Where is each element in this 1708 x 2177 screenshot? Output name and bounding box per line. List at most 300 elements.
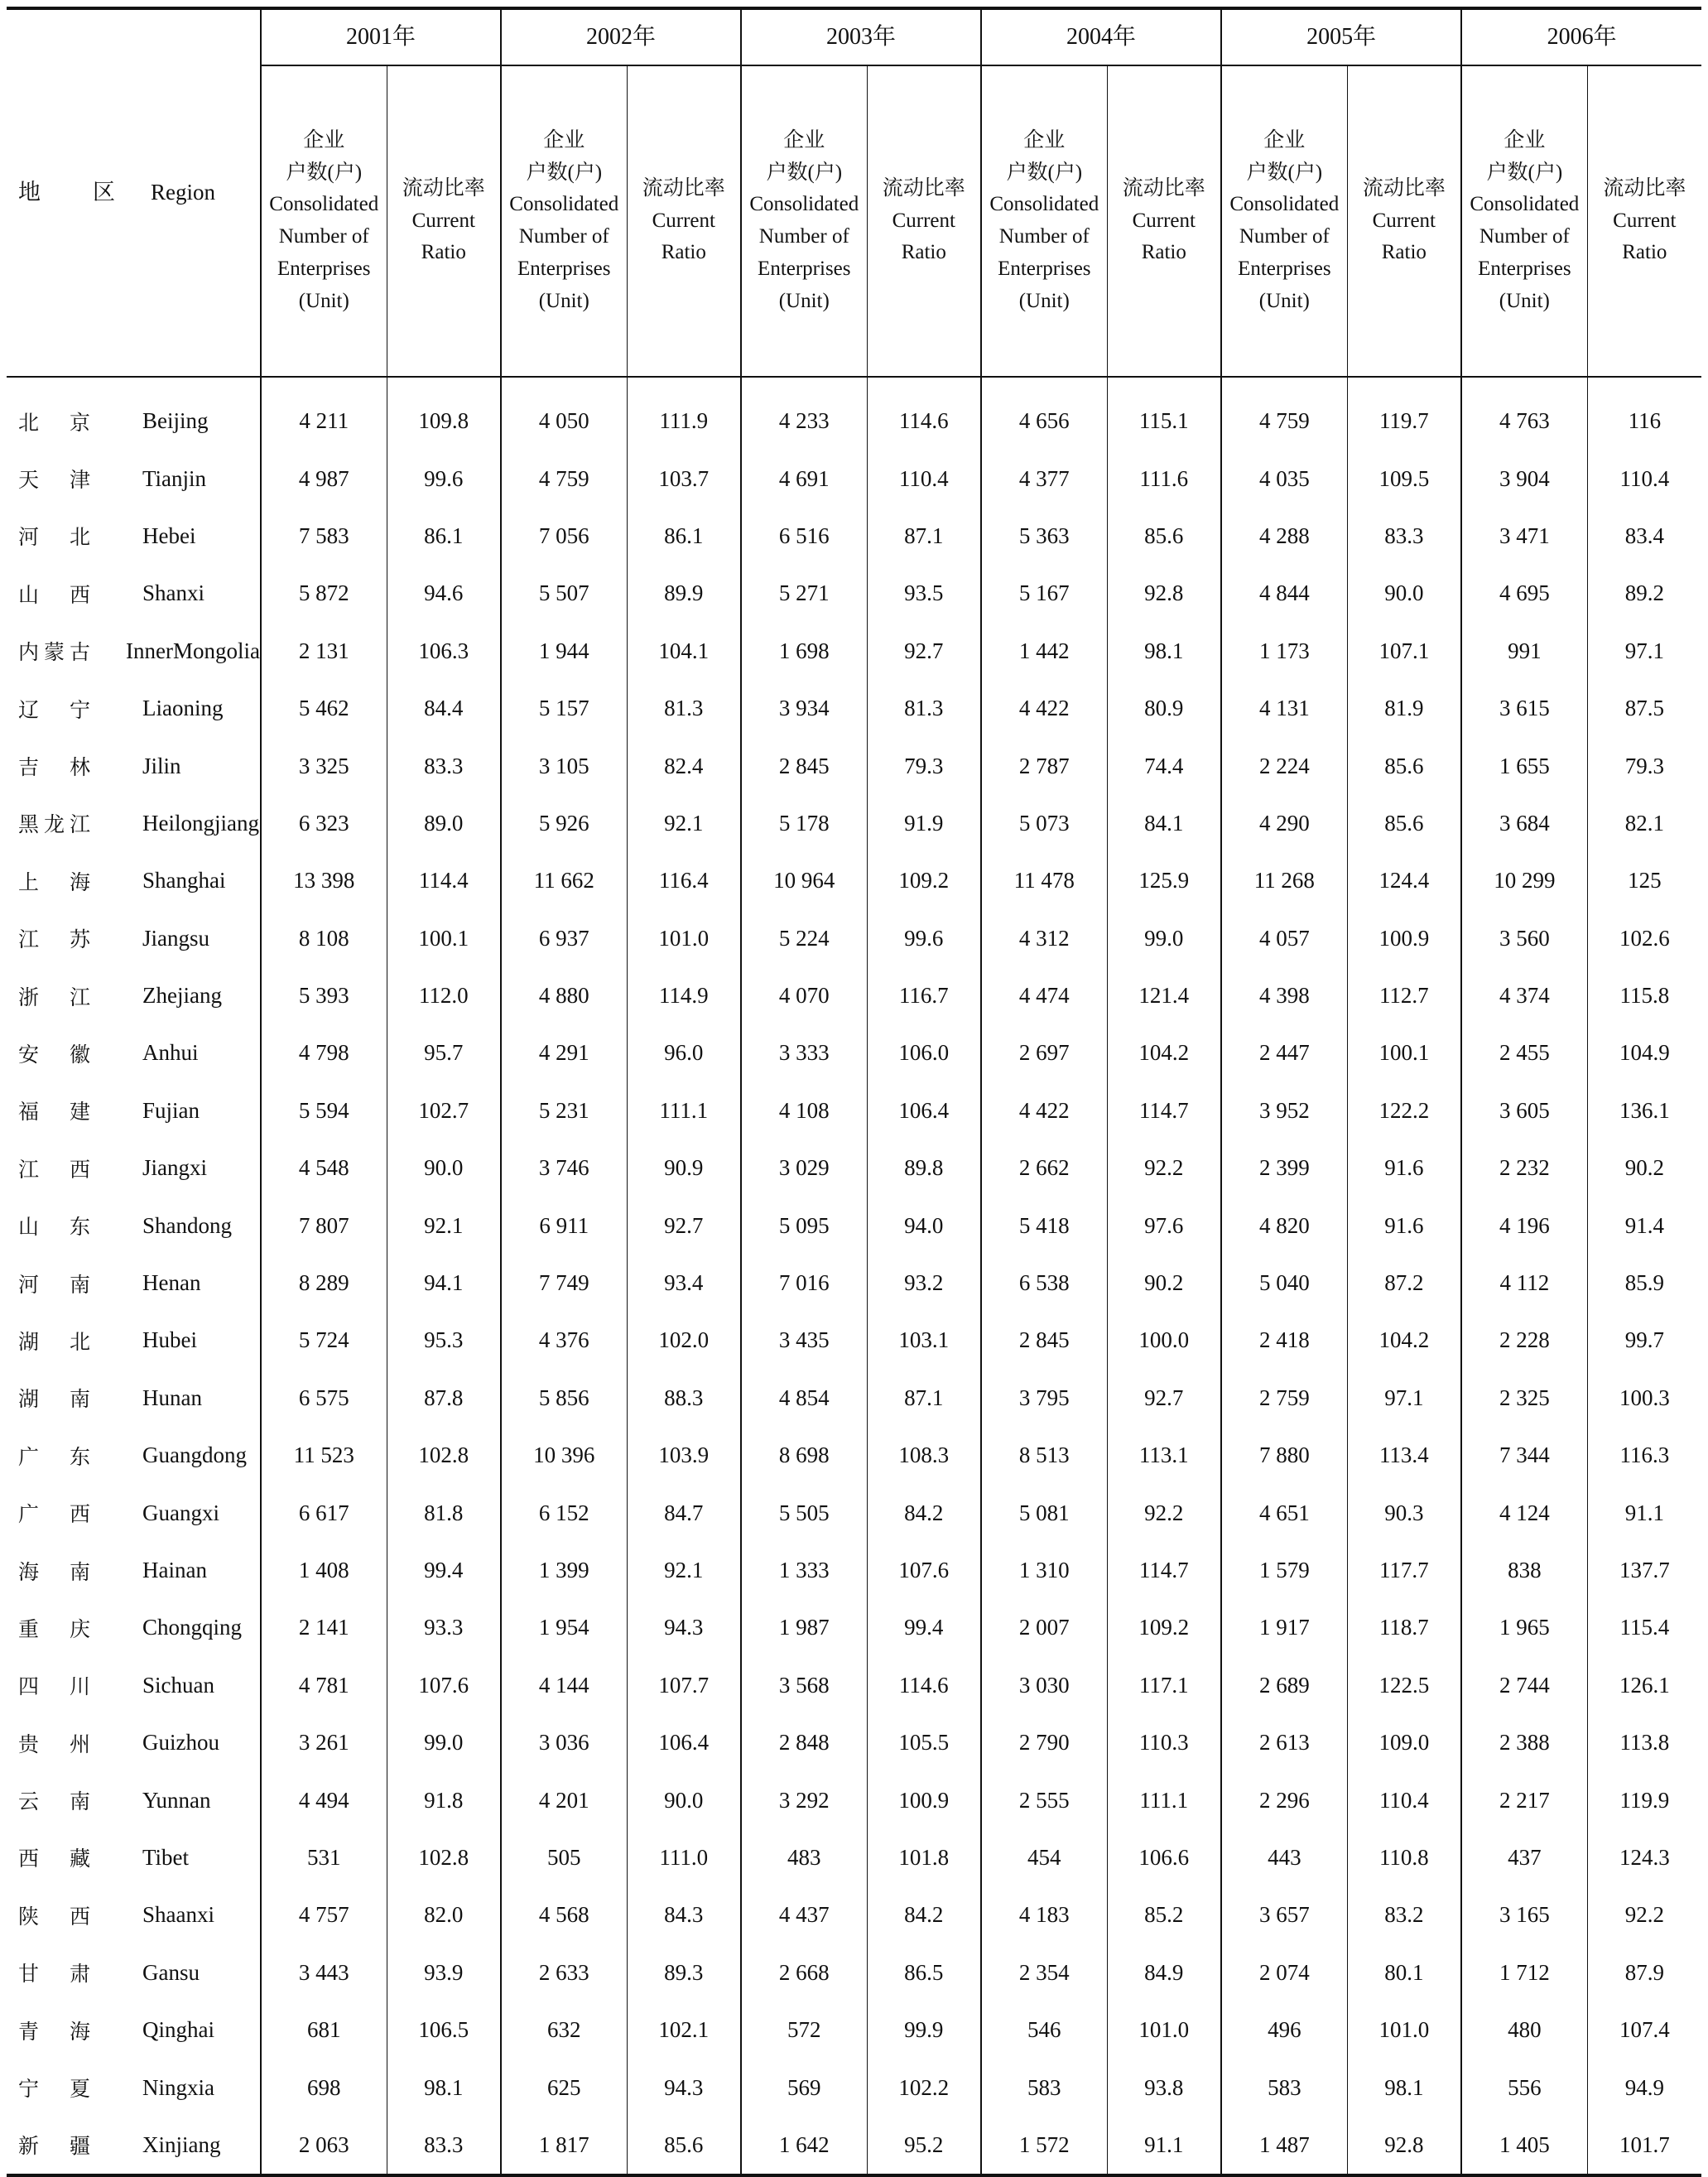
enterprise-count-cell: 6 937 [501,910,627,967]
count-header-line: Number of [1479,225,1570,248]
table-row [7,565,1701,622]
current-ratio-cell: 82.4 [627,737,741,794]
current-ratio-cell: 91.1 [1587,1484,1701,1541]
region-name-zh: 江 西 [18,1157,96,1182]
current-ratio-cell: 106.0 [867,1024,981,1081]
current-ratio-cell: 99.4 [387,1542,501,1599]
region-name-zh: 福 建 [18,1100,96,1125]
enterprise-count-cell: 4 144 [501,1657,627,1714]
current-ratio-cell: 113.1 [1107,1427,1221,1484]
enterprise-count-cell: 6 575 [261,1370,387,1427]
current-ratio-cell: 119.7 [1347,377,1461,450]
enterprise-count-cell: 1 408 [261,1542,387,1599]
enterprise-count-cell: 991 [1461,623,1587,680]
year-header-2006: 2006年 [1461,8,1701,65]
enterprise-count-cell: 5 095 [741,1197,867,1254]
current-ratio-cell: 99.0 [1107,910,1221,967]
current-ratio-cell: 93.2 [867,1255,981,1312]
enterprise-count-cell: 4 070 [741,967,867,1024]
table-row [7,680,1701,737]
region-name-en: Anhui [142,1040,199,1066]
region-name-en: Shanxi [142,580,205,606]
region-name-zh: 内蒙古 [18,640,96,665]
current-ratio-cell: 89.0 [387,795,501,852]
enterprise-count-cell: 3 325 [261,737,387,794]
enterprise-count-cell: 6 617 [261,1484,387,1541]
enterprise-count-cell: 2 354 [981,1944,1107,2001]
current-ratio-cell: 114.7 [1107,1082,1221,1139]
region-name-en: Guizhou [142,1730,219,1756]
enterprise-count-cell: 2 845 [741,737,867,794]
region-name-cell [7,680,261,737]
current-ratio-cell: 114.6 [867,377,981,450]
enterprise-count-cell: 5 081 [981,1484,1107,1541]
enterprise-count-cell: 4 124 [1461,1484,1587,1541]
current-ratio-cell: 126.1 [1587,1657,1701,1714]
column-header-row [7,65,1701,377]
region-name-cell [7,1197,261,1254]
count-header-line: 户数(户) [526,161,603,184]
current-ratio-cell: 79.3 [1587,737,1701,794]
current-ratio-cell: 137.7 [1587,1542,1701,1599]
region-header-zh: 地 区 [18,180,130,205]
current-ratio-cell: 85.9 [1587,1255,1701,1312]
enterprise-count-cell: 2 662 [981,1139,1107,1197]
current-ratio-cell: 95.3 [387,1312,501,1369]
current-ratio-cell: 94.1 [387,1255,501,1312]
enterprise-count-cell: 5 505 [741,1484,867,1541]
count-header-line: (Unit) [1018,289,1070,312]
enterprise-count-cell: 8 289 [261,1255,387,1312]
current-ratio-cell: 95.7 [387,1024,501,1081]
current-ratio-cell: 101.7 [1587,2117,1701,2175]
current-ratio-cell: 108.3 [867,1427,981,1484]
current-ratio-cell: 89.9 [627,565,741,622]
year-header-2005: 2005年 [1221,8,1461,65]
region-name-cell [7,377,261,450]
count-column-header [741,65,867,377]
count-header-line: Number of [758,225,849,248]
region-name-en: Qinghai [142,2017,214,2043]
enterprise-count-cell: 5 363 [981,508,1107,565]
current-ratio-cell: 83.3 [387,2117,501,2175]
enterprise-count-cell: 4 656 [981,377,1107,450]
region-name-cell [7,565,261,622]
table-row [7,1771,1701,1828]
enterprise-count-cell: 2 848 [741,1714,867,1771]
current-ratio-cell: 93.4 [627,1255,741,1312]
count-header-line: (Unit) [298,289,349,312]
enterprise-count-cell: 572 [741,2001,867,2059]
enterprise-count-cell: 2 790 [981,1714,1107,1771]
enterprise-count-cell: 4 759 [501,450,627,507]
region-name-cell [7,1771,261,1828]
ratio-header-line: Current [1132,209,1196,232]
region-name-zh: 海 南 [18,1559,96,1584]
enterprise-count-cell: 5 507 [501,565,627,622]
current-ratio-cell: 74.4 [1107,737,1221,794]
ratio-column-header [1107,65,1221,377]
current-ratio-cell: 92.7 [1107,1370,1221,1427]
enterprise-count-cell: 4 759 [1221,377,1347,450]
region-name-en: Shanghai [142,868,226,893]
enterprise-count-cell: 4 422 [981,1082,1107,1139]
current-ratio-cell: 90.2 [1587,1139,1701,1197]
current-ratio-cell: 100.9 [867,1771,981,1828]
enterprise-count-cell: 7 016 [741,1255,867,1312]
region-name-en: Guangxi [142,1500,219,1525]
enterprise-count-cell: 1 655 [1461,737,1587,794]
current-ratio-cell: 118.7 [1347,1599,1461,1656]
enterprise-count-cell: 4 422 [981,680,1107,737]
current-ratio-cell: 97.1 [1347,1370,1461,1427]
region-name-en: Tianjin [142,465,207,491]
enterprise-count-cell: 4 057 [1221,910,1347,967]
current-ratio-cell: 103.7 [627,450,741,507]
enterprise-count-cell: 437 [1461,1829,1587,1886]
enterprise-count-cell: 583 [981,2059,1107,2116]
enterprise-count-cell: 2 228 [1461,1312,1587,1369]
current-ratio-cell: 84.3 [627,1886,741,1943]
enterprise-count-cell: 2 447 [1221,1024,1347,1081]
region-name-zh: 河 北 [18,525,96,550]
enterprise-count-cell: 7 344 [1461,1427,1587,1484]
enterprise-count-cell: 8 108 [261,910,387,967]
region-name-en: InnerMongolia [126,638,260,663]
enterprise-count-cell: 6 911 [501,1197,627,1254]
current-ratio-cell: 102.8 [387,1829,501,1886]
count-header-line: 企业 [303,128,345,152]
table-row [7,1484,1701,1541]
enterprise-count-cell: 3 934 [741,680,867,737]
enterprise-count-cell: 1 333 [741,1542,867,1599]
enterprise-count-cell: 569 [741,2059,867,2116]
current-ratio-cell: 116 [1587,377,1701,450]
region-name-zh: 山 西 [18,582,96,607]
current-ratio-cell: 122.5 [1347,1657,1461,1714]
current-ratio-cell: 109.0 [1347,1714,1461,1771]
region-name-en: Chongqing [142,1615,243,1640]
enterprise-count-cell: 4 844 [1221,565,1347,622]
enterprise-count-cell: 2 232 [1461,1139,1587,1197]
enterprise-count-cell: 5 224 [741,910,867,967]
enterprise-count-cell: 8 513 [981,1427,1107,1484]
ratio-column-header [867,65,981,377]
enterprise-count-cell: 4 798 [261,1024,387,1081]
enterprise-count-cell: 5 872 [261,565,387,622]
enterprise-count-cell: 3 605 [1461,1082,1587,1139]
region-name-cell [7,1255,261,1312]
current-ratio-cell: 100.9 [1347,910,1461,967]
current-ratio-cell: 92.1 [627,1542,741,1599]
region-name-zh: 湖 南 [18,1387,96,1412]
enterprise-count-cell: 4 820 [1221,1197,1347,1254]
enterprise-count-cell: 4 050 [501,377,627,450]
current-ratio-cell: 122.2 [1347,1082,1461,1139]
enterprise-count-cell: 2 224 [1221,737,1347,794]
current-ratio-cell: 114.9 [627,967,741,1024]
enterprise-count-cell: 4 695 [1461,565,1587,622]
ratio-column-header [1347,65,1461,377]
table-row [7,1082,1701,1139]
enterprise-count-cell: 7 807 [261,1197,387,1254]
ratio-header-line: 流动比率 [1122,176,1205,200]
region-name-en: Fujian [142,1097,200,1123]
current-ratio-cell: 114.7 [1107,1542,1221,1599]
region-name-zh: 西 藏 [18,1847,96,1871]
current-ratio-cell: 92.1 [627,795,741,852]
enterprise-count-cell: 1 642 [741,2117,867,2175]
count-header-line: Number of [998,225,1090,248]
enterprise-count-cell: 505 [501,1829,627,1886]
region-name-en: Tibet [142,1844,190,1870]
count-header-line: (Unit) [778,289,830,312]
current-ratio-cell: 109.5 [1347,450,1461,507]
enterprise-count-cell: 2 455 [1461,1024,1587,1081]
enterprise-count-cell: 4 211 [261,377,387,450]
current-ratio-cell: 84.2 [867,1484,981,1541]
year-header-2003: 2003年 [741,8,981,65]
region-header-cell [7,8,261,377]
region-name-zh: 辽 宁 [18,697,96,722]
current-ratio-cell: 85.6 [627,2117,741,2175]
table-row [7,377,1701,450]
region-name-en: Sichuan [142,1672,214,1698]
enterprise-count-cell: 3 030 [981,1657,1107,1714]
enterprise-count-cell: 1 712 [1461,1944,1587,2001]
enterprise-count-cell: 7 880 [1221,1427,1347,1484]
enterprise-count-cell: 2 613 [1221,1714,1347,1771]
ratio-header-line: Current [1613,209,1677,232]
enterprise-count-cell: 11 523 [261,1427,387,1484]
current-ratio-cell: 85.6 [1347,737,1461,794]
count-header-line: 企业 [783,128,825,152]
enterprise-count-cell: 4 987 [261,450,387,507]
count-header-line: Consolidated [989,193,1099,216]
current-ratio-cell: 110.4 [867,450,981,507]
current-ratio-cell: 116.7 [867,967,981,1024]
region-name-cell [7,623,261,680]
region-name-cell [7,967,261,1024]
enterprise-count-cell: 5 040 [1221,1255,1347,1312]
current-ratio-cell: 136.1 [1587,1082,1701,1139]
enterprise-count-cell: 11 478 [981,852,1107,909]
region-name-en: Gansu [142,1959,200,1985]
current-ratio-cell: 89.2 [1587,565,1701,622]
region-name-zh: 浙 江 [18,985,96,1009]
count-header-line: Consolidated [1229,193,1340,216]
region-name-zh: 山 东 [18,1215,96,1240]
enterprise-count-cell: 4 183 [981,1886,1107,1943]
enterprise-count-cell: 2 296 [1221,1771,1347,1828]
ratio-header-line: 流动比率 [1603,176,1686,200]
current-ratio-cell: 90.9 [627,1139,741,1197]
year-header-2001: 2001年 [261,8,501,65]
current-ratio-cell: 99.0 [387,1714,501,1771]
enterprise-count-cell: 2 668 [741,1944,867,2001]
current-ratio-cell: 111.6 [1107,450,1221,507]
enterprise-count-cell: 2 131 [261,623,387,680]
enterprise-count-cell: 4 474 [981,967,1107,1024]
current-ratio-cell: 81.9 [1347,680,1461,737]
enterprise-count-cell: 4 880 [501,967,627,1024]
ratio-header-line: Ratio [1141,241,1186,264]
region-name-zh: 新 疆 [18,2134,96,2159]
enterprise-count-cell: 632 [501,2001,627,2059]
count-header-line: Enterprises [1478,257,1571,280]
enterprise-count-cell: 483 [741,1829,867,1886]
current-ratio-cell: 97.6 [1107,1197,1221,1254]
enterprise-count-cell: 5 157 [501,680,627,737]
current-ratio-cell: 87.5 [1587,680,1701,737]
enterprise-count-cell: 7 583 [261,508,387,565]
table-row [7,623,1701,680]
current-ratio-cell: 81.8 [387,1484,501,1541]
ratio-header-line: Ratio [421,241,466,264]
current-ratio-cell: 124.4 [1347,852,1461,909]
enterprise-count-cell: 480 [1461,2001,1587,2059]
current-ratio-cell: 106.6 [1107,1829,1221,1886]
enterprise-count-cell: 1 487 [1221,2117,1347,2175]
enterprise-count-cell: 1 944 [501,623,627,680]
ratio-header-line: Current [411,209,475,232]
current-ratio-cell: 88.3 [627,1370,741,1427]
enterprise-count-cell: 4 312 [981,910,1107,967]
region-name-zh: 天 津 [18,468,96,493]
current-ratio-cell: 110.4 [1347,1771,1461,1828]
current-ratio-cell: 91.1 [1107,2117,1221,2175]
enterprise-count-cell: 443 [1221,1829,1347,1886]
region-name-zh: 贵 州 [18,1731,96,1756]
enterprise-count-cell: 2 759 [1221,1370,1347,1427]
enterprise-count-cell: 2 388 [1461,1714,1587,1771]
current-ratio-cell: 87.8 [387,1370,501,1427]
enterprise-count-cell: 4 398 [1221,967,1347,1024]
enterprise-count-cell: 4 131 [1221,680,1347,737]
enterprise-count-cell: 2 555 [981,1771,1107,1828]
table-row [7,508,1701,565]
enterprise-count-cell: 5 462 [261,680,387,737]
enterprise-count-cell: 454 [981,1829,1107,1886]
region-name-cell [7,508,261,565]
region-name-en: Yunnan [142,1787,211,1813]
enterprise-count-cell: 1 987 [741,1599,867,1656]
current-ratio-cell: 99.7 [1587,1312,1701,1369]
count-header-line: (Unit) [1499,289,1550,312]
enterprise-count-cell: 496 [1221,2001,1347,2059]
table-row [7,1197,1701,1254]
table-row [7,737,1701,794]
region-name-zh: 黑龙江 [18,812,96,837]
current-ratio-cell: 82.0 [387,1886,501,1943]
current-ratio-cell: 92.8 [1107,565,1221,622]
region-name-cell [7,1542,261,1599]
enterprise-count-cell: 681 [261,2001,387,2059]
count-header-line: 企业 [543,128,585,152]
current-ratio-cell: 94.0 [867,1197,981,1254]
enterprise-count-cell: 4 291 [501,1024,627,1081]
table-row [7,1255,1701,1312]
region-name-cell [7,795,261,852]
enterprise-count-cell: 5 073 [981,795,1107,852]
enterprise-count-cell: 1 917 [1221,1599,1347,1656]
year-header-row [7,8,1701,65]
enterprise-count-cell: 546 [981,2001,1107,2059]
enterprise-count-cell: 1 399 [501,1542,627,1599]
current-ratio-cell: 84.1 [1107,795,1221,852]
ratio-header-line: 流动比率 [1362,176,1446,200]
region-name-cell [7,1082,261,1139]
table-row [7,2059,1701,2116]
current-ratio-cell: 100.1 [1347,1024,1461,1081]
current-ratio-cell: 87.1 [867,1370,981,1427]
current-ratio-cell: 85.6 [1107,508,1221,565]
current-ratio-cell: 113.4 [1347,1427,1461,1484]
region-name-cell [7,1484,261,1541]
ratio-column-header [627,65,741,377]
region-name-cell [7,1427,261,1484]
count-header-line: 户数(户) [766,161,843,184]
count-header-line: Enterprises [517,257,611,280]
current-ratio-cell: 94.3 [627,2059,741,2116]
current-ratio-cell: 106.4 [627,1714,741,1771]
enterprise-count-cell: 1 442 [981,623,1107,680]
enterprise-count-cell: 2 217 [1461,1771,1587,1828]
current-ratio-cell: 104.9 [1587,1024,1701,1081]
enterprise-count-cell: 838 [1461,1542,1587,1599]
current-ratio-cell: 82.1 [1587,795,1701,852]
enterprise-count-cell: 4 691 [741,450,867,507]
current-ratio-cell: 116.4 [627,852,741,909]
count-column-header [981,65,1107,377]
enterprise-count-cell: 4 437 [741,1886,867,1943]
table-row [7,2117,1701,2175]
enterprise-count-cell: 5 926 [501,795,627,852]
ratio-header-line: Ratio [1622,241,1667,264]
current-ratio-cell: 86.1 [627,508,741,565]
region-name-zh: 重 庆 [18,1616,96,1641]
ratio-header-line: Current [1372,209,1436,232]
region-name-cell [7,910,261,967]
current-ratio-cell: 102.6 [1587,910,1701,967]
region-name-en: Jiangsu [142,925,209,951]
current-ratio-cell: 107.6 [867,1542,981,1599]
current-ratio-cell: 90.0 [387,1139,501,1197]
current-ratio-cell: 84.7 [627,1484,741,1541]
region-name-cell [7,2001,261,2059]
count-header-line: 户数(户) [1486,161,1563,184]
current-ratio-cell: 92.1 [387,1197,501,1254]
enterprise-count-cell: 2 845 [981,1312,1107,1369]
region-name-zh: 上 海 [18,869,96,894]
enterprise-count-cell: 5 393 [261,967,387,1024]
current-ratio-cell: 116.3 [1587,1427,1701,1484]
current-ratio-cell: 102.1 [627,2001,741,2059]
enterprise-statistics-table [7,7,1701,2177]
current-ratio-cell: 85.6 [1347,795,1461,852]
current-ratio-cell: 98.1 [1107,623,1221,680]
enterprise-count-cell: 5 231 [501,1082,627,1139]
enterprise-count-cell: 6 323 [261,795,387,852]
region-name-zh: 江 苏 [18,927,96,952]
table-row [7,1370,1701,1427]
current-ratio-cell: 99.4 [867,1599,981,1656]
current-ratio-cell: 125 [1587,852,1701,909]
count-column-header [1221,65,1347,377]
enterprise-count-cell: 4 288 [1221,508,1347,565]
enterprise-count-cell: 3 657 [1221,1886,1347,1943]
current-ratio-cell: 115.4 [1587,1599,1701,1656]
